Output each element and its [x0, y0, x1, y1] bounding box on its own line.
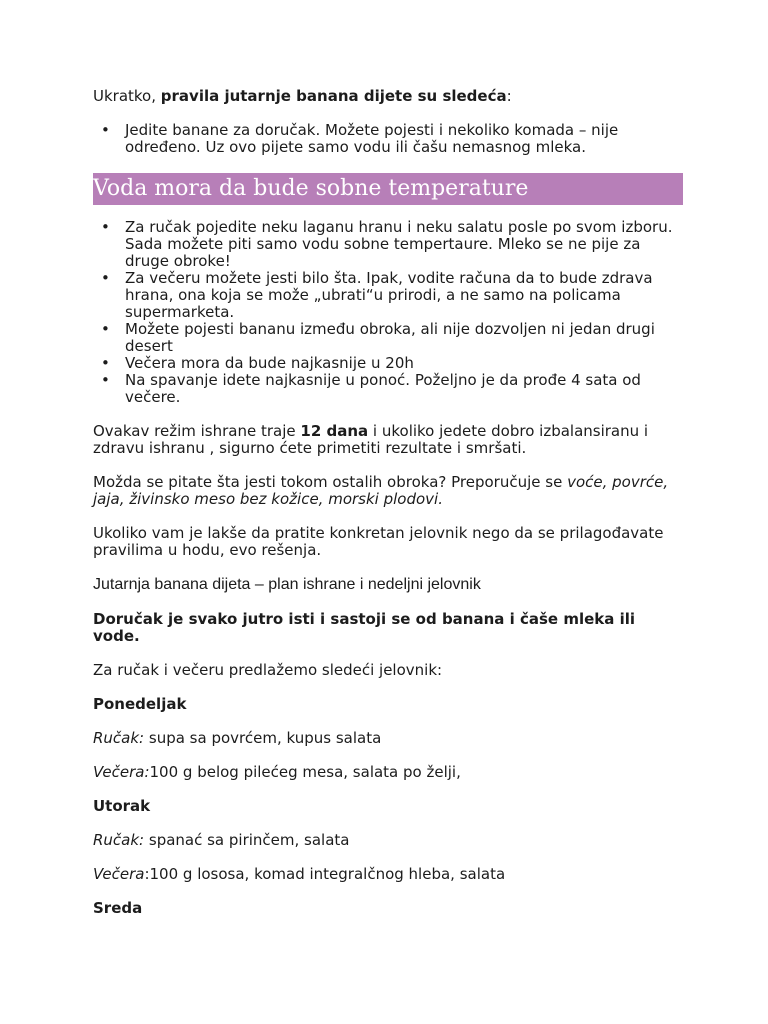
section-heading-banner: Voda mora da bude sobne temperature [93, 173, 683, 205]
day-heading-wednesday [93, 900, 683, 917]
list-item: • Možete pojesti bananu između obroka, ali nije dozvoljen ni jedan drugi desert [93, 321, 683, 355]
day-heading-monday [93, 696, 683, 713]
intro-paragraph [93, 88, 683, 105]
plan-heading: Jutarnja banana dijeta – plan ishrane i nedeljni jelovnik [93, 576, 481, 593]
day-name: Ponedeljak [93, 695, 187, 713]
other-meals-italic: voće, povrće, jaja, živinsko meso bez kožice, morski plodovi. [93, 473, 669, 508]
lunch-dinner-intro: Za ručak i večeru predlažemo sledeći jelovnik: [93, 661, 443, 679]
dinner-label: Večera: [93, 763, 150, 781]
rules-list-breakfast [93, 122, 683, 156]
lunch-label: Ručak: [93, 831, 145, 849]
day-name: Sreda [93, 899, 143, 917]
duration-suffix: i ukoliko jedete dobro izbalansiranu i zdravu ishranu , sigurno ćete primetiti rezultate i smršati. [93, 422, 649, 457]
list-item: • Jedite banane za doručak. Možete pojesti i nekoliko komada – nije određeno. Uz ovo pijete samo vodu ili čašu nemasnog mleka. [93, 122, 683, 156]
breakfast-bold: Doručak je svako jutro isti i sastoji se od banana i čaše mleka ili vode. [93, 610, 636, 645]
monday-lunch [93, 730, 683, 747]
rules-list-main [93, 219, 683, 406]
tuesday-dinner [93, 866, 683, 883]
duration-prefix: Ovakav režim ishrane traje [93, 422, 301, 440]
list-item: • Za večeru možete jesti bilo šta. Ipak, vodite računa da to bude zdrava hrana, ona koja se može „ubrati“u prirodi, a ne samo na policama supermarketa. [93, 270, 683, 321]
list-item: • Na spavanje idete najkasnije u ponoć. Poželjno je da prođe 4 sata od večere. [93, 372, 683, 406]
other-meals-paragraph [93, 474, 683, 508]
day-name: Utorak [93, 797, 151, 815]
other-meals-prefix: Možda se pitate šta jesti tokom ostalih obroka? Preporučuje se [93, 473, 568, 491]
list-item: • Za ručak pojedite neku laganu hranu i neku salatu posle po svom izboru. Sada možete piti samo vodu sobne tempertaure. Mleko se ne pije za druge obroke! [93, 219, 683, 270]
list-item: • Večera mora da bude najkasnije u 20h [93, 355, 683, 372]
intro-bold: pravila jutarnje banana dijete su sledeća [160, 87, 507, 105]
document-page [93, 88, 683, 934]
lunch-text: spanać sa pirinčem, salata [144, 831, 350, 849]
duration-bold: 12 dana [300, 422, 369, 440]
day-heading-tuesday [93, 798, 683, 815]
breakfast-paragraph [93, 611, 683, 645]
lunch-text: supa sa povrćem, kupus salata [144, 729, 382, 747]
tuesday-lunch [93, 832, 683, 849]
dinner-text: :100 g lososa, komad integralčnog hleba, salata [144, 865, 506, 883]
dinner-text: 100 g belog pilećeg mesa, salata po želji, [149, 763, 461, 781]
lunch-label: Ručak: [93, 729, 145, 747]
intro-prefix: Ukratko, [93, 87, 161, 105]
monday-dinner [93, 764, 683, 781]
intro-suffix: : [506, 87, 512, 105]
menu-intro-paragraph: Ukoliko vam je lakše da pratite konkretan jelovnik nego da se prilagođavate pravilima u hodu, evo rešenja. [93, 524, 664, 559]
dinner-label: Večera [93, 865, 145, 883]
duration-paragraph [93, 423, 683, 457]
